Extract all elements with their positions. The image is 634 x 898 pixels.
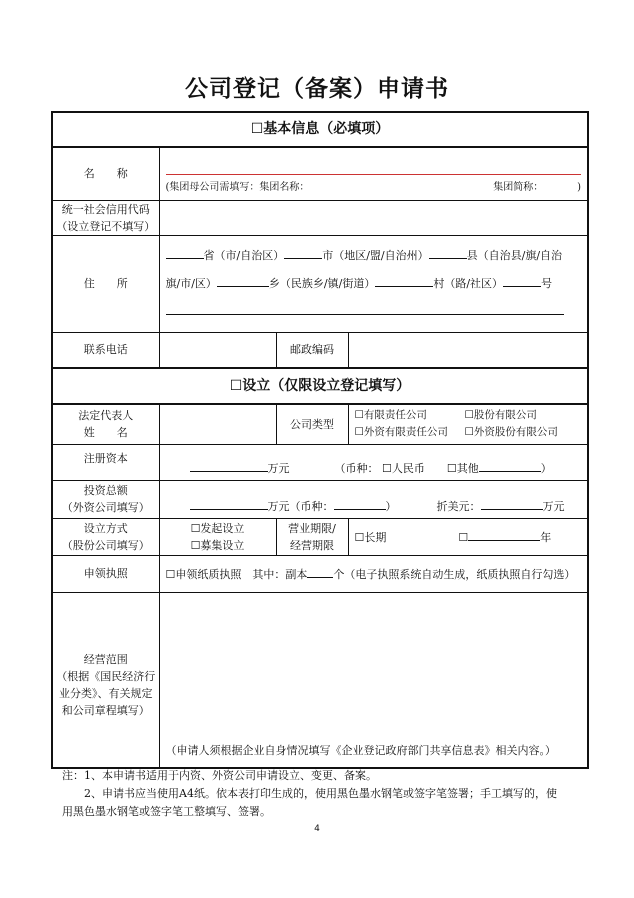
credit-code-field[interactable] [159, 200, 588, 235]
scope-field[interactable] [159, 592, 588, 768]
application-form [51, 111, 589, 769]
company-type-label: 公司类型 [276, 404, 348, 444]
phone-label: 联系电话 [52, 332, 159, 368]
checkbox-foreign-joint-stock[interactable]: ☐外资股份有限公司 [464, 426, 558, 439]
checkbox-joint-stock[interactable]: ☐股份有限公司 [464, 409, 537, 422]
section-basic-info: ☐基本信息（必填项） [52, 112, 588, 147]
credit-code-label: 统一社会信用代码 （设立登记不填写） [52, 200, 159, 235]
section-establish: ☐设立（仅限设立登记填写） [52, 368, 588, 404]
note-2: 2、申请书应当使用A4纸。依本表打印生成的，使用黑色墨水钢笔或签字笔签署；手工填写的，使 [62, 787, 557, 800]
investment-label: 投资总额 （外资公司填写） [52, 480, 159, 518]
establish-label: 设立方式 （股份公司填写） [52, 518, 159, 555]
license-label: 申领执照 [52, 555, 159, 592]
page-number: 4 [314, 824, 320, 834]
license-field[interactable]: ☐申领纸质执照 其中：副本 个（电子执照系统自动生成，纸质执照自行勾选） [159, 555, 588, 592]
note-1: 注：1、本申请书适用于内资、外资公司申请设立、变更、备案。 [62, 769, 377, 782]
note-2-cont: 用黑色墨水钢笔或签字笔工整填写、签署。 [62, 805, 271, 818]
capital-label: 注册资本 [52, 444, 159, 480]
scope-note: （申请人须根据企业自身情况填写《企业登记政府部门共享信息表》相关内容。） [165, 744, 556, 757]
name-label: 名 称 [52, 147, 159, 200]
name-field[interactable] [159, 147, 588, 200]
scope-label: 经营范围 （根据《国民经济行 业分类》、有关规定 和公司章程填写） [52, 592, 159, 768]
checkbox-foreign-llc[interactable]: ☐外资有限责任公司 [354, 426, 448, 439]
notes [62, 767, 582, 821]
note-close: ) [577, 181, 581, 193]
capital-field[interactable]: 万元 （币种： ☐人民币 ☐其他 ） [159, 444, 588, 480]
company-type-options [348, 404, 588, 444]
term-label: 营业期限/ 经营期限 [276, 518, 348, 555]
postcode-field[interactable] [348, 332, 588, 368]
legal-rep-field[interactable] [159, 404, 276, 444]
address-label: 住 所 [52, 235, 159, 332]
checkbox-rmb[interactable]: ☐人民币 [382, 461, 425, 475]
postcode-label: 邮政编码 [276, 332, 348, 368]
checkbox-years[interactable]: ☐ [458, 530, 469, 544]
checkbox-long-term[interactable]: ☐长期 [354, 530, 387, 544]
investment-field[interactable]: 万元（币种： ） 折美元： 万元 [159, 480, 588, 518]
checkbox-promotion[interactable]: ☐发起设立 [190, 521, 245, 535]
group-short-name-note: 集团简称： [493, 181, 544, 193]
establish-options [159, 518, 276, 555]
checkbox-llc[interactable]: ☐有限责任公司 [354, 409, 427, 422]
address-field[interactable]: 省（市/自治区） 市（地区/盟/自治州） 县（自治县/旗/自治 旗/市/区） 乡（民族乡/镇/街道） 村（路/社区） 号 [159, 235, 588, 332]
name-input-line[interactable] [166, 160, 582, 175]
phone-field[interactable] [159, 332, 276, 368]
page-title: 公司登记（备案）申请书 [185, 76, 449, 102]
group-name-note: (集团母公司需填写：集团名称： [165, 181, 310, 193]
checkbox-other-currency[interactable]: ☐其他 [446, 461, 479, 475]
term-field: ☐长期 ☐ 年 [348, 518, 588, 555]
legal-rep-label: 法定代表人 姓 名 [52, 404, 159, 444]
checkbox-subscription[interactable]: ☐募集设立 [190, 538, 245, 552]
